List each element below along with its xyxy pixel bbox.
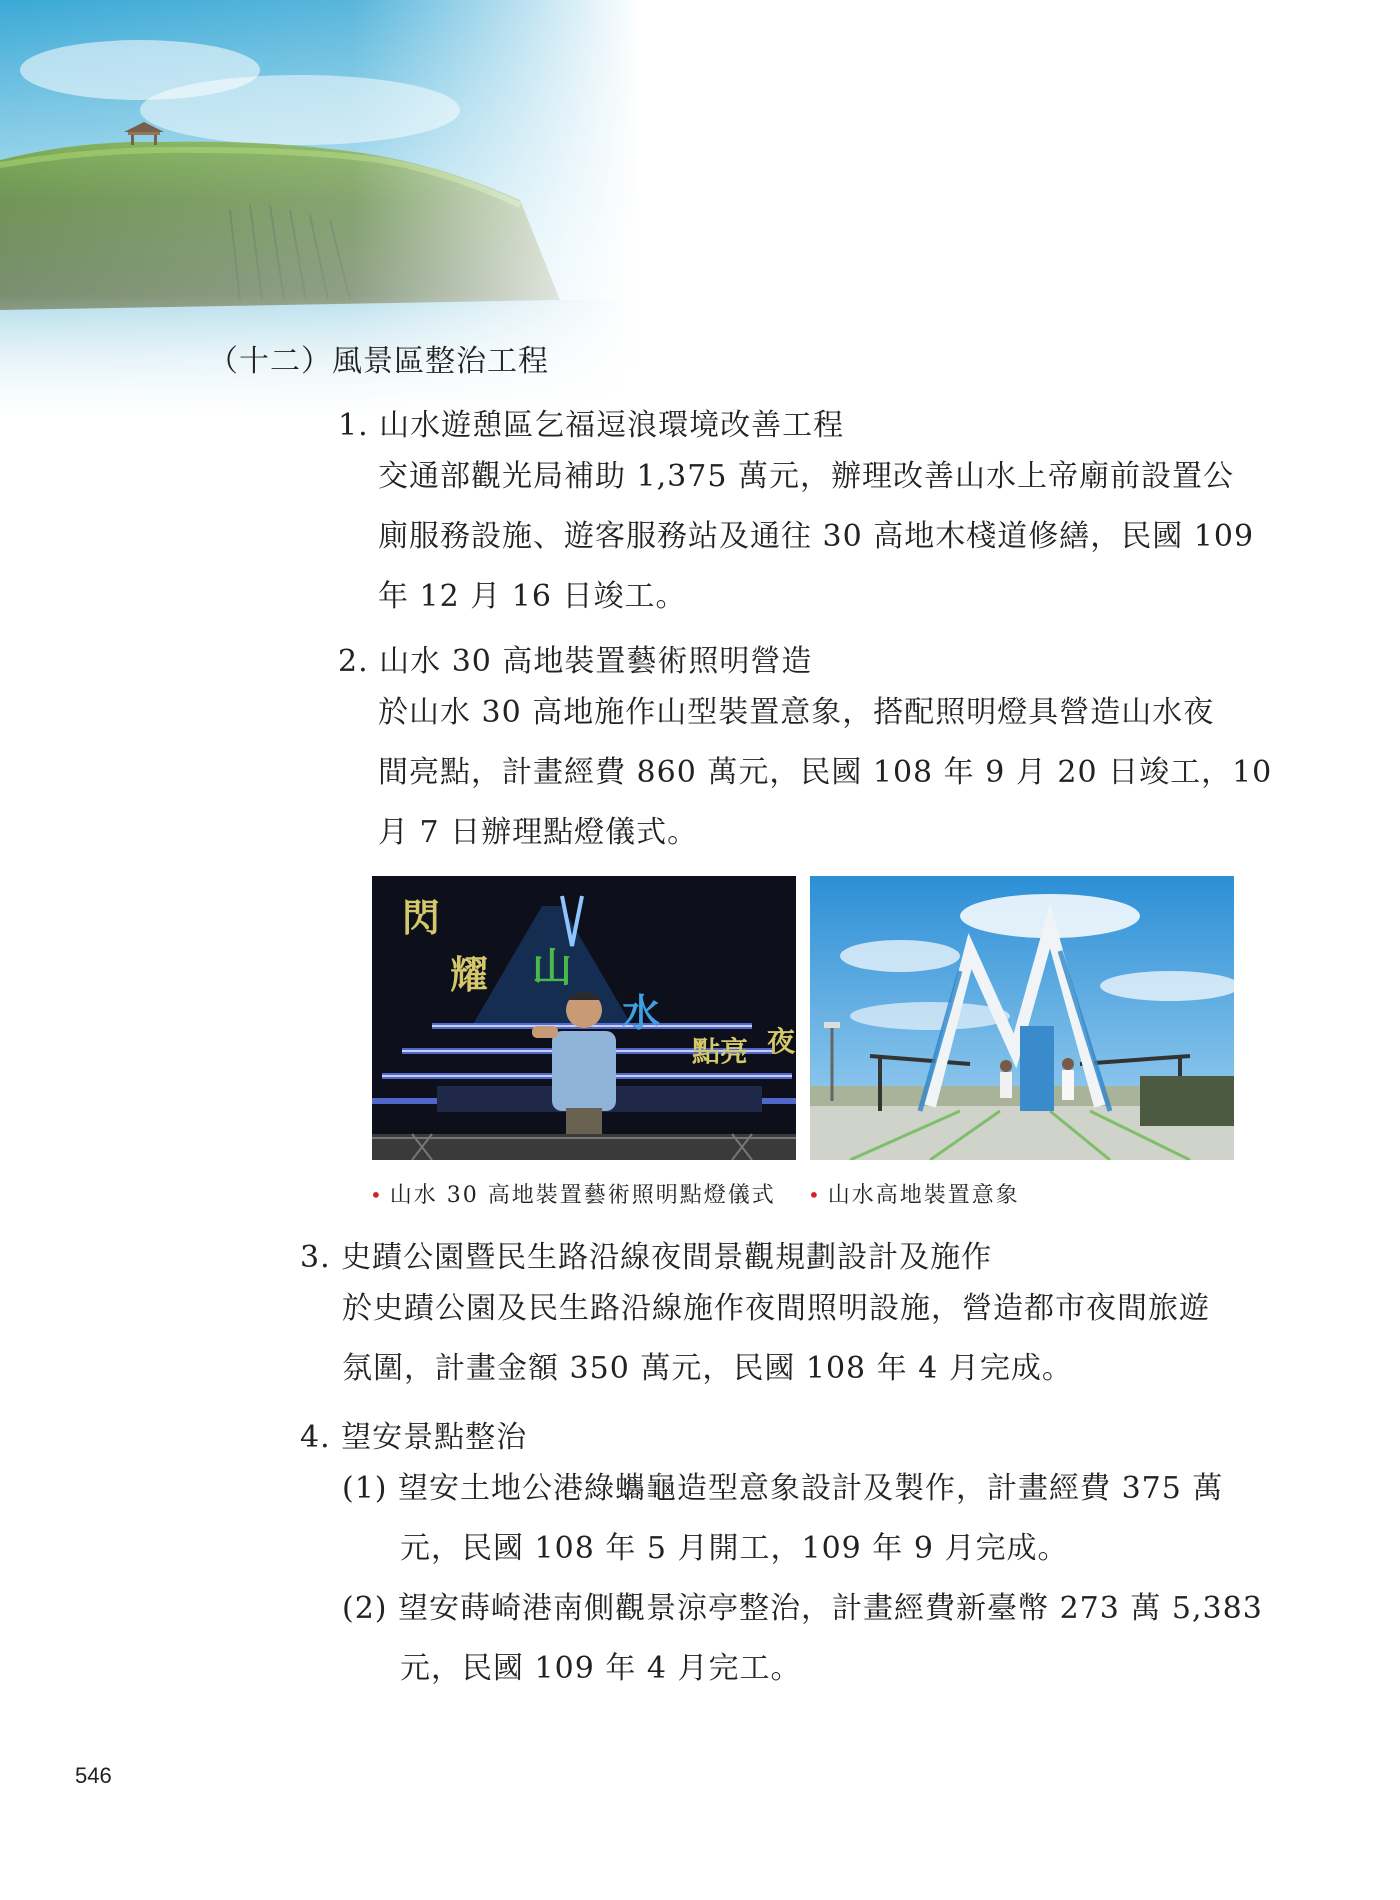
item-1-title: 1. 山水遊憩區乞福逗浪環境改善工程 [338,408,845,443]
body-line: 間亮點，計畫經費 860 萬元，民國 108 年 9 月 20 日竣工，10 [378,755,1273,790]
item-4-title: 4. 望安景點整治 [300,1420,528,1455]
item-3-title: 3. 史蹟公園暨民生路沿線夜間景觀規劃設計及施作 [300,1240,993,1275]
item-4-sub-2 [342,1579,1263,1699]
body-line: (1) 望安土地公港綠蠵龜造型意象設計及製作，計畫經費 375 萬 [342,1471,1224,1506]
body-line: 月 7 日辦理點燈儀式。 [378,815,699,850]
body-line: 於山水 30 高地施作山型裝置意象，搭配照明燈具營造山水夜 [378,695,1215,730]
body-line: 元，民國 108 年 5 月開工，109 年 9 月完成。 [400,1531,1069,1566]
item-2-title: 2. 山水 30 高地裝置藝術照明營造 [338,644,813,679]
item-1-body [378,447,1254,627]
caption-text: 山水 30 高地裝置藝術照明點燈儀式 [389,1183,776,1208]
sign-text: 水 [622,990,661,1035]
sign-text: 點亮 [692,1035,749,1068]
body-line: 交通部觀光局補助 1,375 萬元，辦理改善山水上帝廟前設置公 [378,459,1234,494]
photo-lighting-ceremony [372,876,796,1160]
sign-text: 夜 [767,1025,796,1058]
section-title: （十二）風景區整治工程 [208,344,549,379]
photo-caption-1 [370,1178,776,1209]
photo-mountain-installation [810,876,1234,1160]
bullet-icon: • [370,1183,384,1207]
item-2-body [378,683,1272,863]
sign-text: 山 [532,944,572,991]
bullet-icon: • [808,1183,822,1207]
body-line: (2) 望安蒔崎港南側觀景涼亭整治，計畫經費新臺幣 273 萬 5,383 [342,1591,1263,1626]
caption-text: 山水高地裝置意象 [827,1183,1020,1208]
sign-text: 閃 [402,895,441,940]
body-line: 年 12 月 16 日竣工。 [378,579,687,614]
sign-text: 耀 [450,952,489,997]
body-line: 廁服務設施、遊客服務站及通往 30 高地木棧道修繕，民國 109 [378,519,1255,554]
page-number: 546 [75,1763,112,1788]
item-4-sub-1 [342,1459,1223,1579]
photo-caption-2 [808,1178,1020,1209]
body-line: 氛圍，計畫金額 350 萬元，民國 108 年 4 月完成。 [342,1351,1073,1386]
body-line: 元，民國 109 年 4 月完工。 [400,1651,802,1686]
item-3-body [342,1279,1210,1399]
body-line: 於史蹟公園及民生路沿線施作夜間照明設施，營造都市夜間旅遊 [342,1291,1210,1326]
